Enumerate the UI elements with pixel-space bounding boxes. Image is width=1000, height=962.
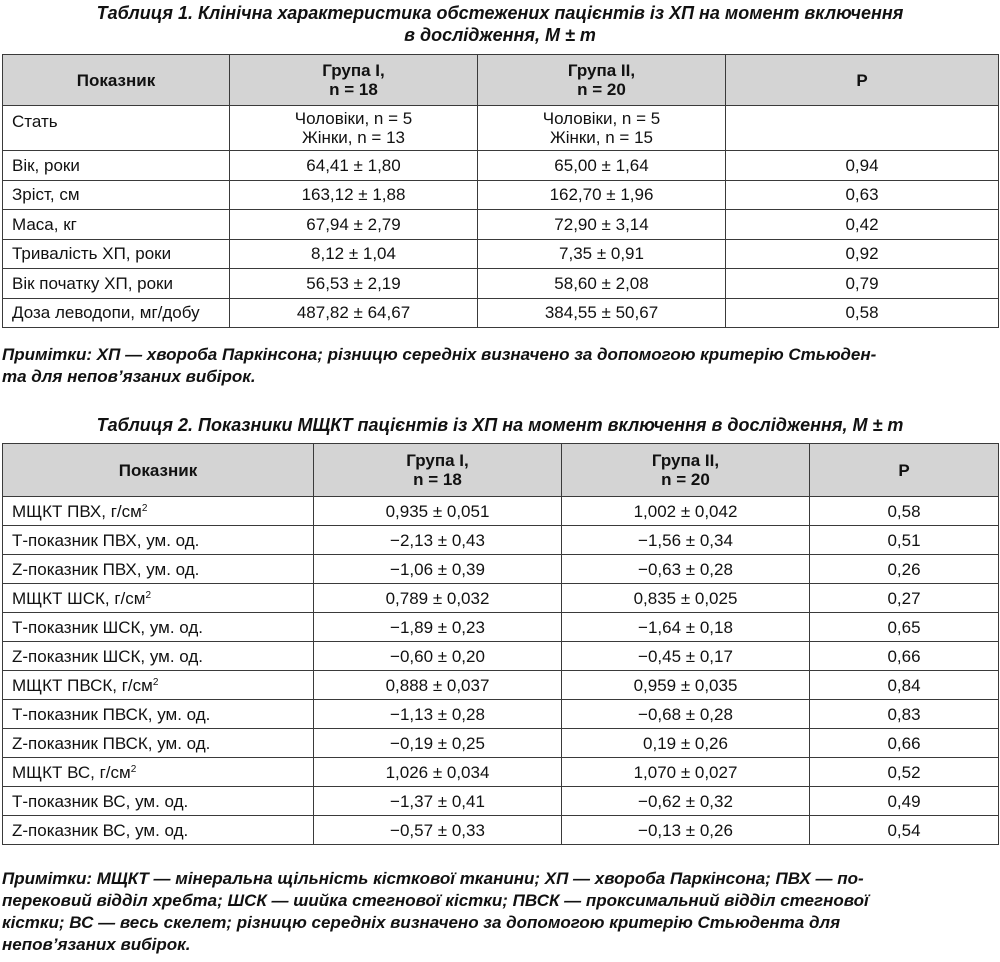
- group1-value: −0,19 ± 0,25: [314, 729, 562, 758]
- row-label: Вік, роки: [3, 151, 230, 181]
- group1-value: −0,60 ± 0,20: [314, 642, 562, 671]
- p-value: 0,66: [810, 642, 999, 671]
- p-value: 0,79: [726, 269, 999, 299]
- row-label: [3, 613, 314, 642]
- group1-value: 0,888 ± 0,037: [314, 671, 562, 700]
- row-label: [3, 671, 314, 700]
- row-label: [3, 816, 314, 845]
- row-label: [3, 555, 314, 584]
- header-p: P: [810, 444, 999, 497]
- row-label: Зріст, см: [3, 180, 230, 210]
- group2-value: 384,55 ± 50,67: [478, 298, 726, 328]
- group2-value: −0,62 ± 0,32: [562, 787, 810, 816]
- group1-sex-male: Чоловіки, n = 5: [294, 109, 413, 128]
- group2-value: 58,60 ± 2,08: [478, 269, 726, 299]
- p-value: [726, 106, 999, 151]
- header-group1-n: n = 18: [329, 80, 378, 99]
- table-row: [3, 584, 999, 613]
- p-value: 0,63: [726, 180, 999, 210]
- table2-header-row: [3, 444, 999, 497]
- group2-value: 65,00 ± 1,64: [478, 151, 726, 181]
- group2-value: 162,70 ± 1,96: [478, 180, 726, 210]
- group1-value: 8,12 ± 1,04: [230, 239, 478, 269]
- header-indicator: Показник: [3, 444, 314, 497]
- group1-value: 163,12 ± 1,88: [230, 180, 478, 210]
- header-group1-title: Група І,: [322, 61, 385, 80]
- row-label-text: Т-показник ШСК, ум. од.: [12, 617, 203, 637]
- table-row: [3, 787, 999, 816]
- row-label: Доза леводопи, мг/добу: [3, 298, 230, 328]
- row-label: Маса, кг: [3, 210, 230, 240]
- table-row: [3, 151, 999, 181]
- table-row: [3, 816, 999, 845]
- row-label-text: МЩКТ ПВСК, г/см: [12, 675, 153, 695]
- header-group1: [230, 55, 478, 106]
- table-row: [3, 239, 999, 269]
- unit-superscript: 2: [152, 676, 159, 688]
- header-p: P: [726, 55, 999, 106]
- table-row: [3, 497, 999, 526]
- row-label-text: Т-показник ВС, ум. од.: [12, 791, 189, 811]
- table2-note: [2, 868, 992, 956]
- group1-value: −2,13 ± 0,43: [314, 526, 562, 555]
- header-group2-title: Група ІІ,: [567, 61, 636, 80]
- table-row: [3, 613, 999, 642]
- table1-note: [2, 344, 992, 388]
- group2-value: −1,56 ± 0,34: [562, 526, 810, 555]
- p-value: 0,58: [810, 497, 999, 526]
- unit-superscript: 2: [130, 763, 137, 775]
- p-value: 0,65: [810, 613, 999, 642]
- row-label-text: МЩКТ ВС, г/см: [12, 762, 131, 782]
- group2-sex-male: Чоловіки, n = 5: [542, 109, 661, 128]
- row-label: Стать: [3, 106, 230, 151]
- group2-value: −1,64 ± 0,18: [562, 613, 810, 642]
- table-row: [3, 269, 999, 299]
- p-value: 0,27: [810, 584, 999, 613]
- p-value: 0,54: [810, 816, 999, 845]
- p-value: 0,52: [810, 758, 999, 787]
- table-row: [3, 729, 999, 758]
- table-row: [3, 671, 999, 700]
- group2-value: −0,13 ± 0,26: [562, 816, 810, 845]
- table-row: [3, 526, 999, 555]
- group2-value: 1,002 ± 0,042: [562, 497, 810, 526]
- group1-value: −0,57 ± 0,33: [314, 816, 562, 845]
- group1-value: −1,37 ± 0,41: [314, 787, 562, 816]
- group2-sex: [478, 106, 726, 151]
- group1-value: 1,026 ± 0,034: [314, 758, 562, 787]
- table-row: [3, 642, 999, 671]
- group2-value: 72,90 ± 3,14: [478, 210, 726, 240]
- group1-value: 0,935 ± 0,051: [314, 497, 562, 526]
- row-label-text: МЩКТ ШСК, г/см: [12, 588, 146, 608]
- header-group2: [478, 55, 726, 106]
- table2-note-line: непов’язаних вибірок.: [2, 935, 191, 954]
- table2-note-line: Примітки: МЩКТ — мінеральна щільність кісткової тканини; ХП — хвороба Паркінсона; ПВХ — по-: [2, 869, 864, 888]
- table2-caption: Таблиця 2. Показники МЩКТ пацієнтів із ХП на момент включення в дослідження, M ± m: [96, 415, 904, 435]
- group1-value: −1,13 ± 0,28: [314, 700, 562, 729]
- group1-value: −1,89 ± 0,23: [314, 613, 562, 642]
- group2-value: 0,19 ± 0,26: [562, 729, 810, 758]
- p-value: 0,94: [726, 151, 999, 181]
- p-value: 0,66: [810, 729, 999, 758]
- row-label: [3, 729, 314, 758]
- table1-caption-line1: Таблиця 1. Клінічна характеристика обстежених пацієнтів із ХП на момент включення: [96, 3, 904, 23]
- group1-value: 56,53 ± 2,19: [230, 269, 478, 299]
- p-value: 0,51: [810, 526, 999, 555]
- row-label-text: Т-показник ПВСК, ум. од.: [12, 704, 211, 724]
- table1-header-row: [3, 55, 999, 106]
- row-label-text: МЩКТ ПВХ, г/см: [12, 501, 142, 521]
- p-value: 0,58: [726, 298, 999, 328]
- group2-value: 1,070 ± 0,027: [562, 758, 810, 787]
- group2-value: −0,45 ± 0,17: [562, 642, 810, 671]
- p-value: 0,83: [810, 700, 999, 729]
- table-row: [3, 555, 999, 584]
- group2-value: −0,63 ± 0,28: [562, 555, 810, 584]
- group1-sex-female: Жінки, n = 13: [302, 128, 405, 147]
- table1-caption-line2: в дослідження, M ± m: [404, 25, 596, 45]
- row-label-text: Z-показник ПВСК, ум. од.: [12, 733, 211, 753]
- row-label: [3, 584, 314, 613]
- header-indicator: Показник: [3, 55, 230, 106]
- header-group1-n: n = 18: [413, 470, 462, 489]
- header-group1-title: Група І,: [406, 451, 469, 470]
- group1-value: −1,06 ± 0,39: [314, 555, 562, 584]
- table1-caption: [0, 2, 1000, 46]
- table-row: [3, 298, 999, 328]
- group1-sex: [230, 106, 478, 151]
- table-row: [3, 758, 999, 787]
- row-label: [3, 526, 314, 555]
- header-group1: [314, 444, 562, 497]
- clinical-characteristics-table: [2, 54, 999, 328]
- row-label: [3, 642, 314, 671]
- header-group2-n: n = 20: [661, 470, 710, 489]
- table1-note-line1: Примітки: ХП — хвороба Паркінсона; різницю середніх визначено за допомогою критерію Стьюден-: [2, 345, 877, 364]
- table2-note-line: кістки; ВС — весь скелет; різницю середніх визначено за допомогою критерію Стьюдента для: [2, 913, 841, 932]
- table-row: [3, 180, 999, 210]
- unit-superscript: 2: [141, 502, 148, 514]
- p-value: 0,84: [810, 671, 999, 700]
- row-label: [3, 787, 314, 816]
- group2-sex-female: Жінки, n = 15: [550, 128, 653, 147]
- p-value: 0,92: [726, 239, 999, 269]
- row-label-text: Z-показник ПВХ, ум. од.: [12, 559, 200, 579]
- row-label-text: Z-показник ШСК, ум. од.: [12, 646, 203, 666]
- group1-value: 64,41 ± 1,80: [230, 151, 478, 181]
- bone-density-table: [2, 443, 999, 845]
- group1-value: 487,82 ± 64,67: [230, 298, 478, 328]
- group2-value: 0,835 ± 0,025: [562, 584, 810, 613]
- group1-value: 67,94 ± 2,79: [230, 210, 478, 240]
- group2-value: −0,68 ± 0,28: [562, 700, 810, 729]
- p-value: 0,49: [810, 787, 999, 816]
- header-group2: [562, 444, 810, 497]
- row-label: [3, 758, 314, 787]
- row-label-text: Т-показник ПВХ, ум. од.: [12, 530, 200, 550]
- header-group2-title: Група ІІ,: [651, 451, 720, 470]
- group1-value: 0,789 ± 0,032: [314, 584, 562, 613]
- table-row: [3, 700, 999, 729]
- table1-note-line2: та для непов’язаних вибірок.: [2, 367, 256, 386]
- p-value: 0,26: [810, 555, 999, 584]
- table-row: [3, 210, 999, 240]
- row-label: [3, 497, 314, 526]
- table2-note-line: перековий відділ хребта; ШСК — шийка стегнової кістки; ПВСК — проксимальний відділ стегнової: [2, 891, 869, 910]
- row-label: Вік початку ХП, роки: [3, 269, 230, 299]
- unit-superscript: 2: [145, 589, 151, 601]
- row-label-text: Z-показник ВС, ум. од.: [12, 820, 189, 840]
- row-label: Тривалість ХП, роки: [3, 239, 230, 269]
- p-value: 0,42: [726, 210, 999, 240]
- row-label: [3, 700, 314, 729]
- group2-value: 7,35 ± 0,91: [478, 239, 726, 269]
- group2-value: 0,959 ± 0,035: [562, 671, 810, 700]
- table-row: [3, 106, 999, 151]
- header-group2-n: n = 20: [577, 80, 626, 99]
